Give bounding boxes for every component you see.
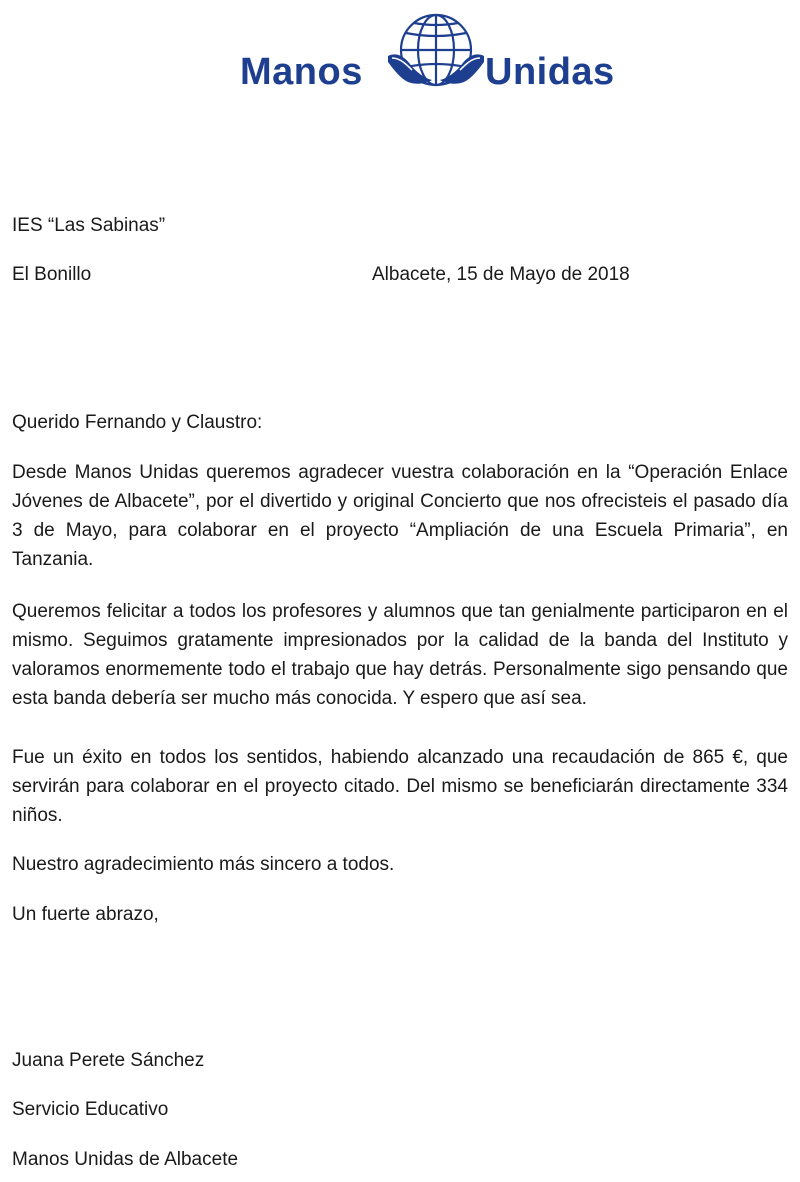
signature-name: Juana Perete Sánchez — [12, 1050, 205, 1071]
paragraph-1: Desde Manos Unidas queremos agradecer vuestra colaboración en la “Operación Enlace Jóvenes de Albacete”, por el divertido y original Concierto que nos ofrecisteis el pasado día 3 de Mayo, para colaborar en el proyecto “Ampliación de una Escuela Primaria”, en Tanzania. — [12, 462, 788, 570]
closing-line: Un fuerte abrazo, — [12, 904, 159, 925]
signature-organization: Manos Unidas de Albacete — [12, 1149, 239, 1170]
greeting: Querido Fernando y Claustro: — [12, 412, 263, 433]
signature-role: Servicio Educativo — [12, 1099, 169, 1120]
manos-unidas-logo — [240, 12, 640, 93]
logo-word-left: Manos — [240, 51, 363, 93]
thanks-line: Nuestro agradecimiento más sincero a todos. — [12, 854, 395, 875]
paragraph-3: Fue un éxito en todos los sentidos, habiendo alcanzado una recaudación de 865 €, que servirán para colaborar en el proyecto citado. Del mismo se beneficiarán directamente 334 niños. — [12, 747, 788, 826]
paragraph-2: Queremos felicitar a todos los profesores y alumnos que tan genialmente participaron en el mismo. Seguimos gratamente impresionados por la calidad de la banda del Instituto y valoramos enormemente todo el trabajo que hay detrás. Personalmente sigo pensando que esta banda debería ser mucho más conocida. Y espero que así sea. — [12, 601, 788, 709]
letter-date: Albacete, 15 de Mayo de 2018 — [372, 264, 630, 285]
globe-hands-icon — [386, 12, 486, 90]
recipient-line-1: IES “Las Sabinas” — [12, 215, 166, 236]
recipient-line-2: El Bonillo — [12, 264, 92, 285]
logo-word-right: Unidas — [485, 51, 615, 93]
